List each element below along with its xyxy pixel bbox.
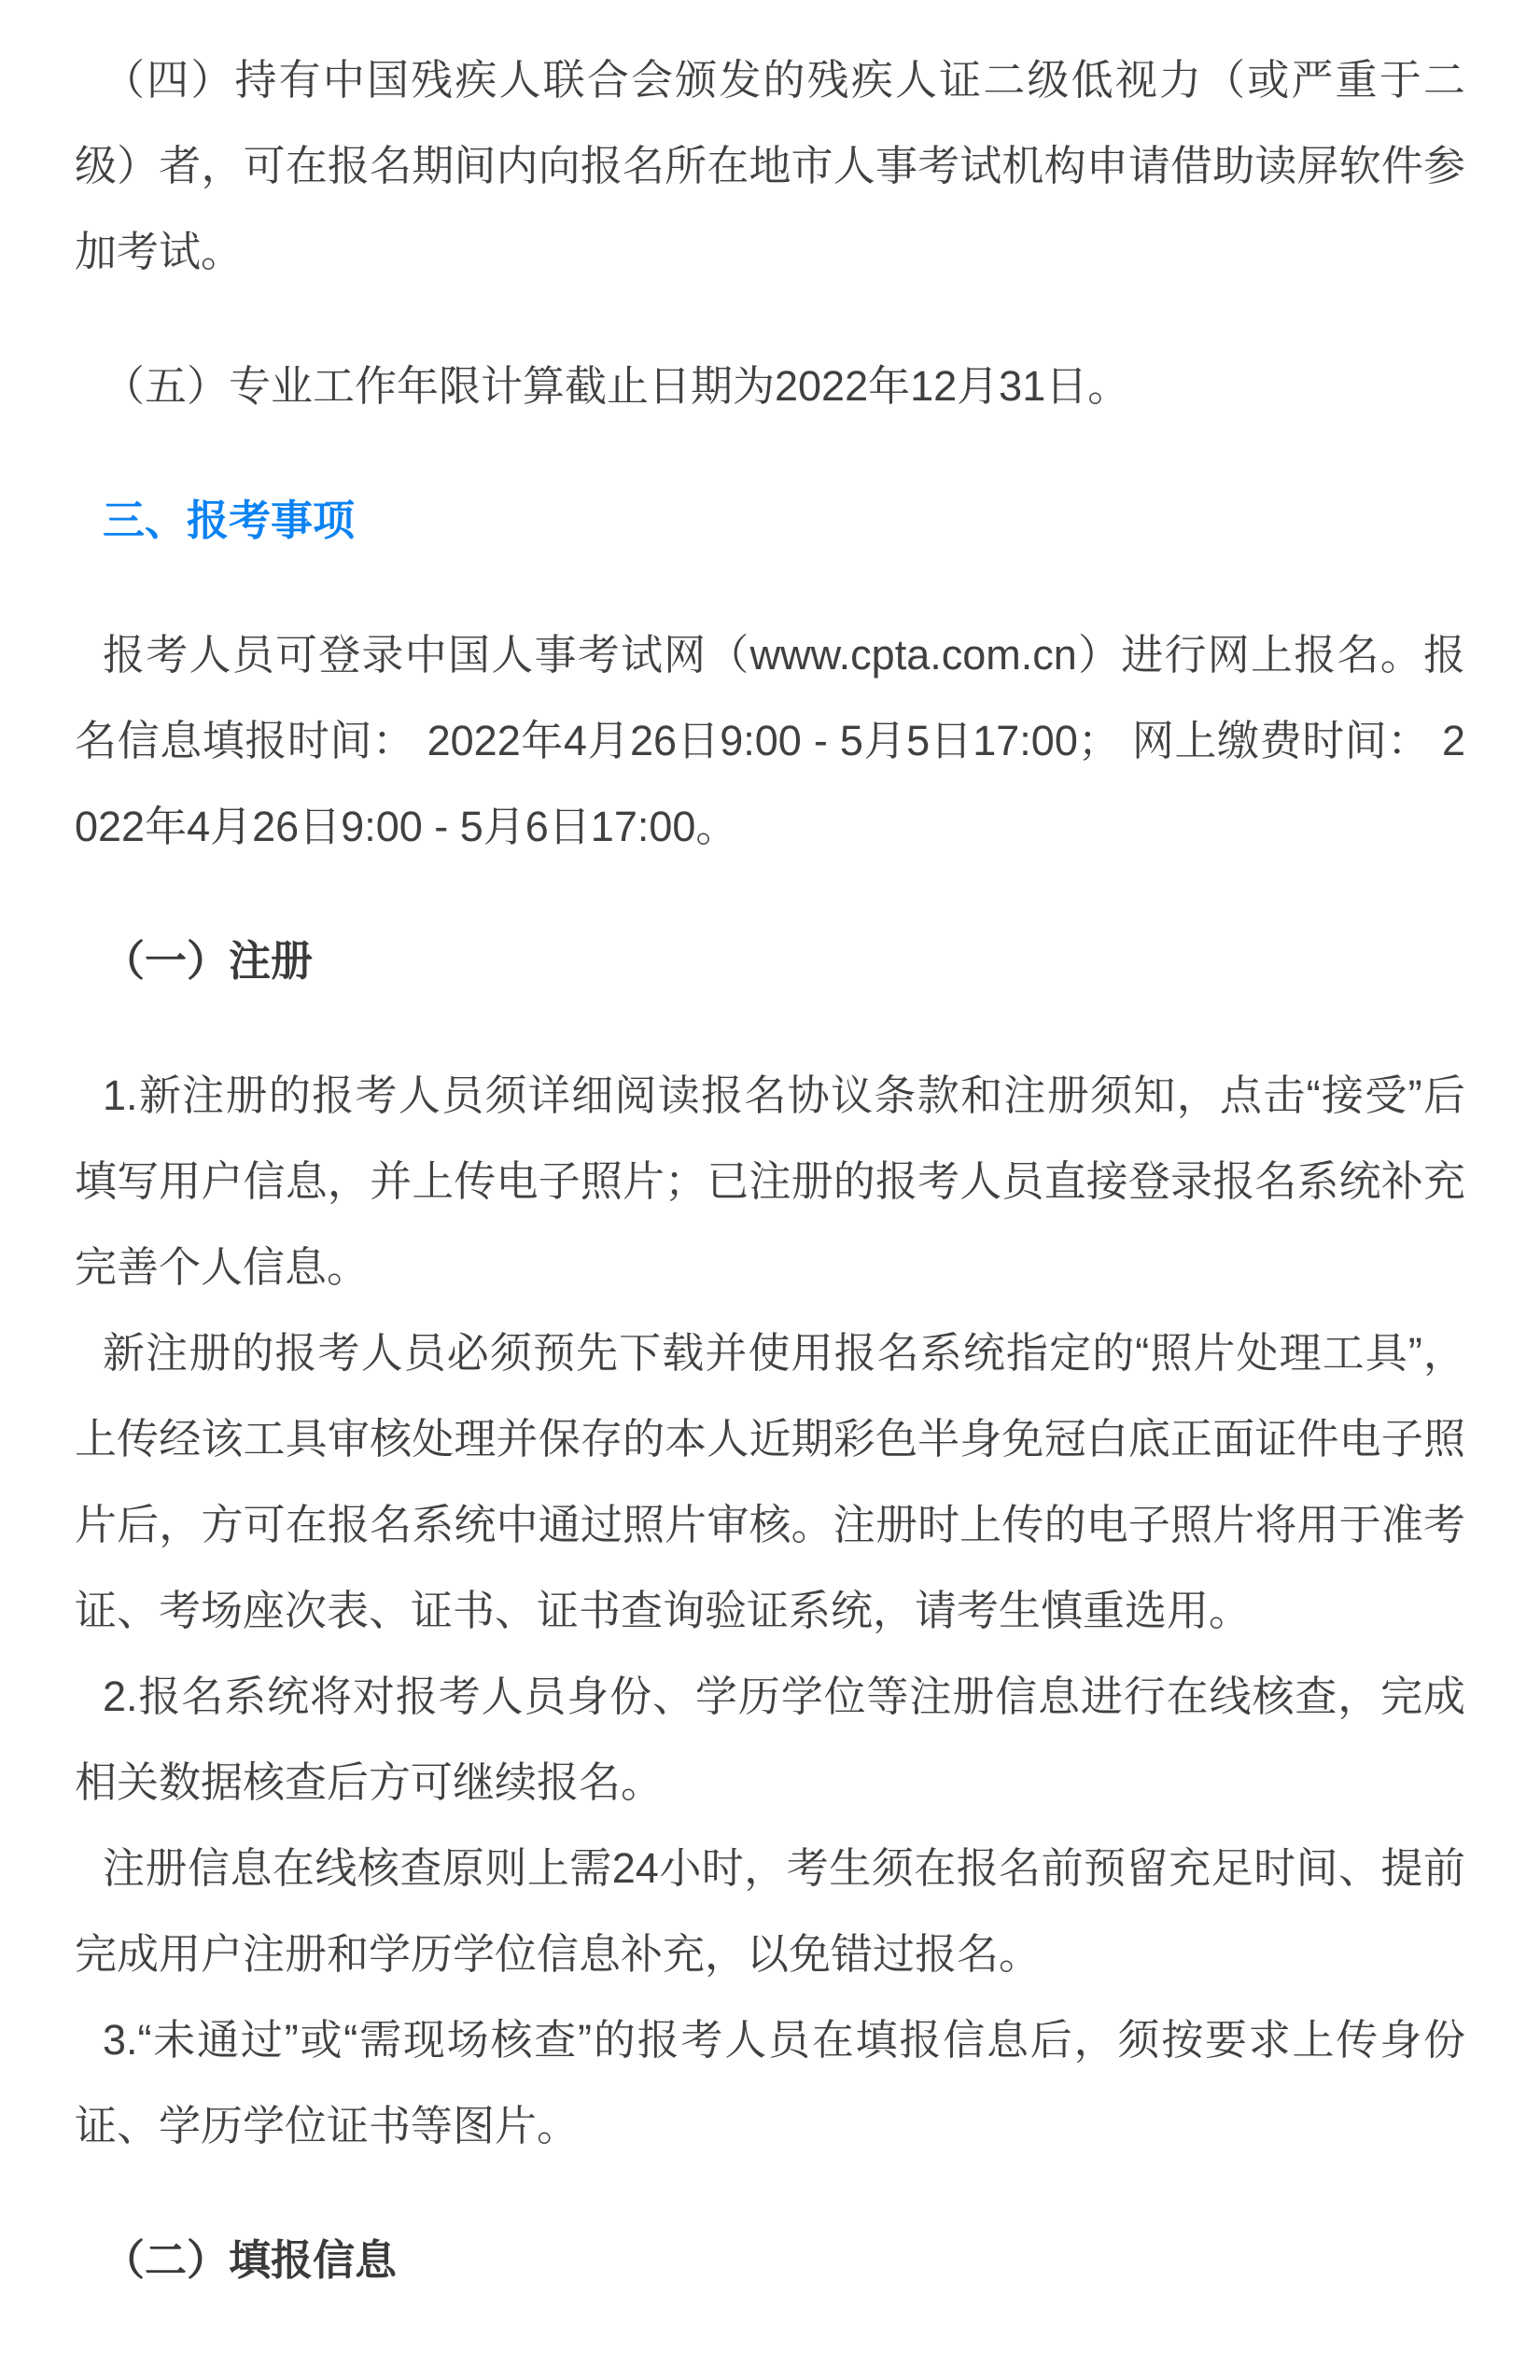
para-online-verification: 2.报名系统将对报考人员身份、学历学位等注册信息进行在线核查，完成相关数据核查后方可继续报名。 <box>75 1673 1465 1806</box>
para-work-years-deadline: （五）专业工作年限计算截止日期为2022年12月31日。 <box>103 362 1130 410</box>
para-register-step-1: 1.新注册的报考人员须详细阅读报名协议条款和注册须知，点击“接受”后填写用户信息，并上传电子照片；已注册的报考人员直接登录报名系统补充完善个人信息。 <box>75 1071 1465 1291</box>
subheading-fill-in-information: （二）填报信息 <box>103 2236 398 2284</box>
para-verification-24-hours: 注册信息在线核查原则上需24小时，考生须在报名前预留充足时间、提前完成用户注册和学历学位信息补充，以免错过报名。 <box>75 1844 1465 1978</box>
subheading-register: （一）注册 <box>103 937 314 985</box>
para-photo-processing-tool: 新注册的报考人员必须预先下载并使用报名系统指定的“照片处理工具”，上传经该工具审核处理并保存的本人近期彩色半身免冠白底正面证件电子照片后，方可在报名系统中通过照片审核。注册时上传的电子照片将用于准考证、考场座次表、证书、证书查询验证系统，请考生慎重选用。 <box>75 1329 1465 1634</box>
para-disability-accommodation: （四）持有中国残疾人联合会颁发的残疾人证二级低视力（或严重于二级）者，可在报名期间内向报名所在地市人事考试机构申请借助读屏软件参加考试。 <box>75 56 1465 275</box>
para-upload-id-documents: 3.“未通过”或“需现场核查”的报考人员在填报信息后，须按要求上传身份证、学历学位证书等图片。 <box>75 2016 1465 2149</box>
section-heading-registration-matters: 三、报考事项 <box>103 497 356 544</box>
para-registration-website-and-times: 报考人员可登录中国人事考试网（www.cpta.com.cn）进行网上报名。报名信息填报时间： 2022年4月26日9:00 - 5月5日17:00； 网上缴费时间： 2022年4月26日9:00 - 5月6日17:00。 <box>75 631 1465 850</box>
